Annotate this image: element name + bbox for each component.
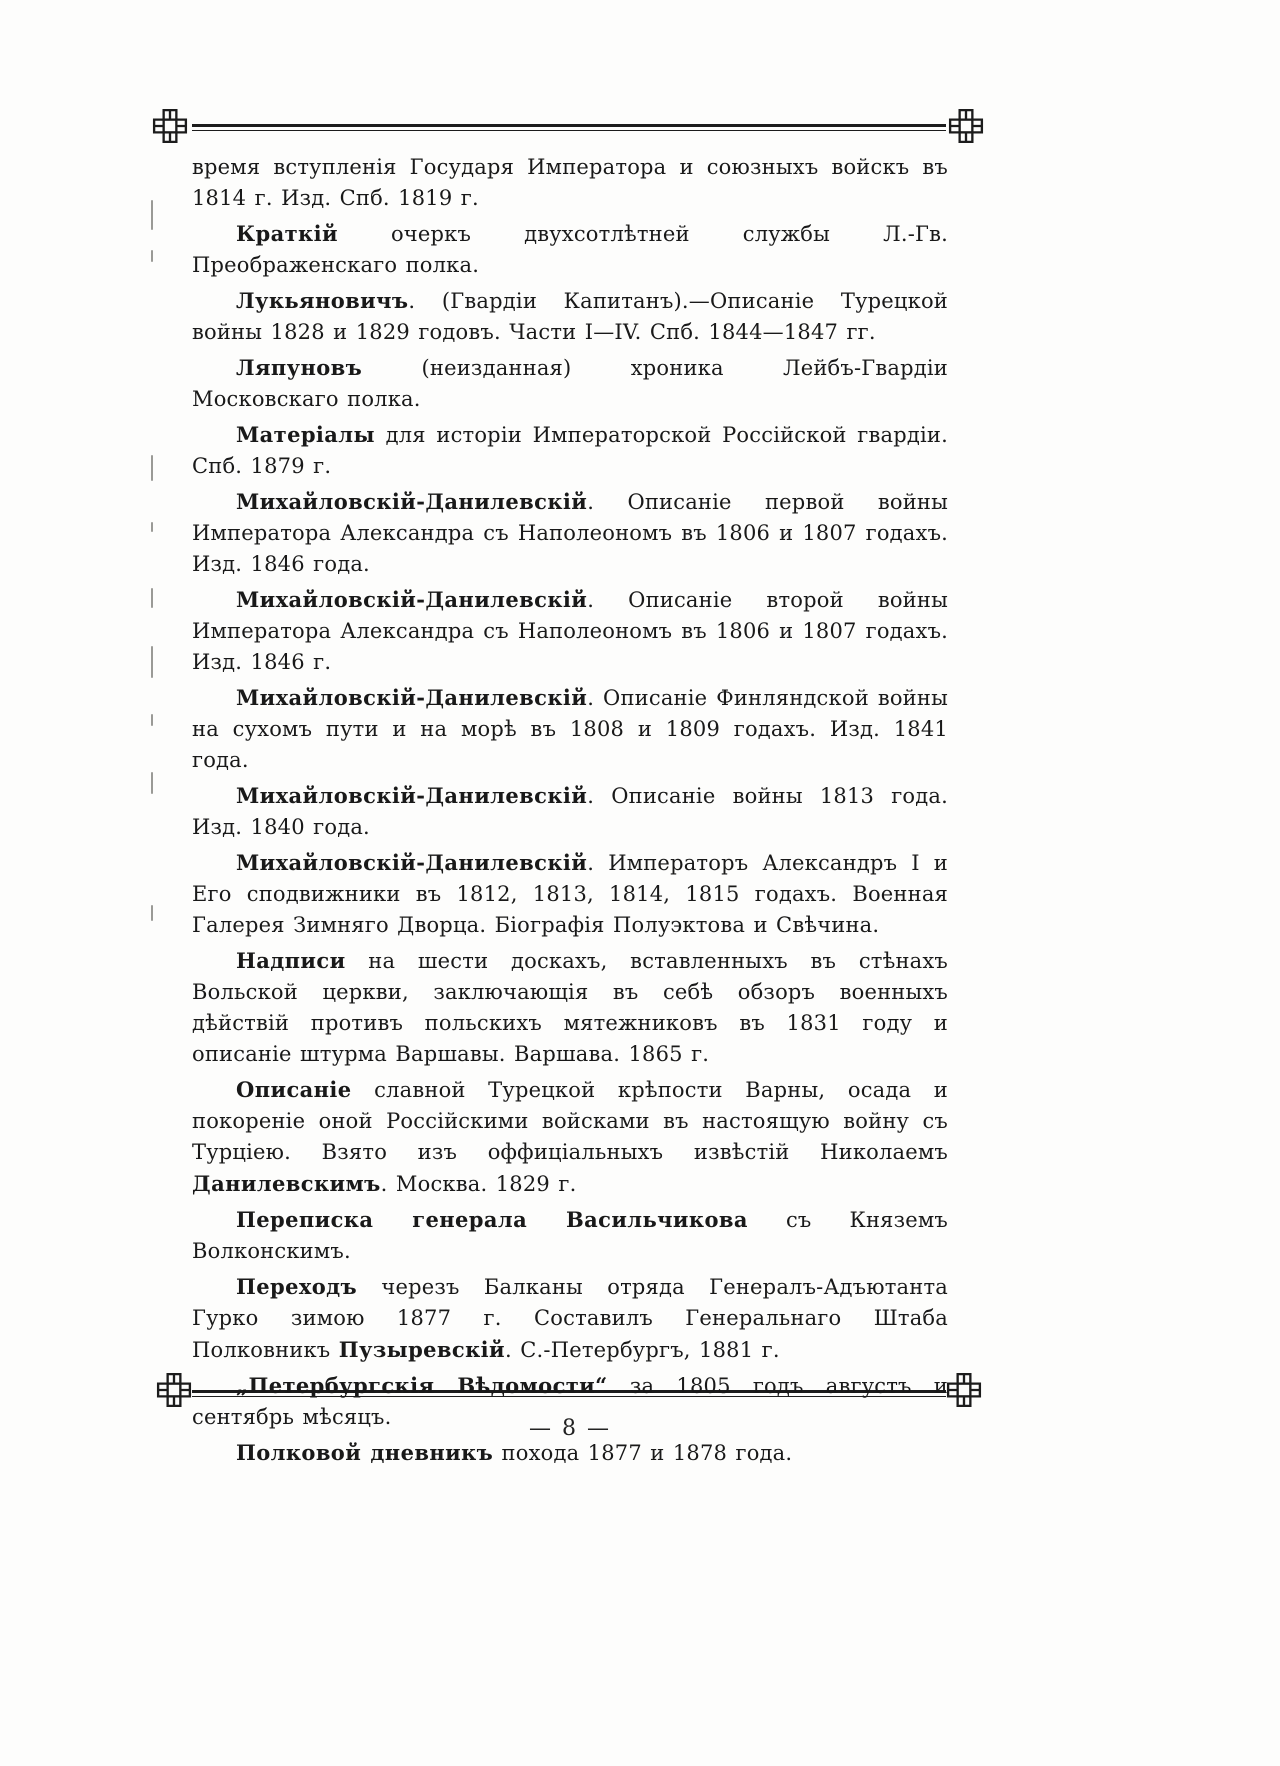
entry-lead-text: Пузыревскій: [338, 1337, 506, 1362]
bibliography-entry: [192, 218, 948, 281]
entry-lead-text: Переходъ: [236, 1274, 358, 1299]
bibliography-entry: [192, 152, 948, 214]
corner-ornament-bottom-left: [156, 1372, 192, 1408]
bibliography-entry: [192, 945, 948, 1070]
bibliography-entry: [192, 419, 948, 482]
scan-artifact: [151, 714, 153, 726]
corner-ornament-bottom-right: [946, 1372, 982, 1408]
bibliography-text-block: [192, 152, 948, 1473]
entry-lead-text: „Петербургскія Вѣдомости“: [236, 1373, 608, 1398]
fret-cross-ornament-icon: [946, 1372, 982, 1408]
bibliography-entry: [192, 1204, 948, 1267]
entry-lead-text: Полковой дневникъ: [236, 1440, 494, 1465]
fret-cross-ornament-icon: [156, 1372, 192, 1408]
corner-ornament-top-left: [152, 108, 188, 144]
entry-lead-text: Матеріалы: [236, 422, 375, 447]
entry-text: . Описаніе второй войны Императора Александра съ Наполеономъ въ 1806 и 1807 годахъ. Изд. 1846 г.: [192, 588, 948, 674]
bibliography-entry: [192, 682, 948, 776]
scan-artifact: [151, 772, 153, 794]
entry-text: . Описаніе первой войны Императора Александра съ Наполеономъ въ 1806 и 1807 годахъ. Изд. 1846 года.: [192, 490, 948, 576]
entry-text: время вступленія Государя Императора и союзныхъ войскъ въ 1814 г. Изд. Спб. 1819 г.: [192, 155, 948, 210]
bibliography-entry: [192, 285, 948, 348]
entry-text: очеркъ двухсотлѣтней службы Л.-Гв. Преображенскаго полка.: [192, 222, 948, 277]
entry-lead-text: Ляпуновъ: [236, 355, 363, 380]
entry-text: черезъ Балканы отряда Генералъ-Адъютанта Гурко зимою 1877 г. Составилъ Генеральнаго Штаба Полковникъ: [192, 1275, 948, 1362]
entry-lead-text: Переписка генерала Васильчикова: [236, 1207, 748, 1232]
bibliography-entry: [192, 1074, 948, 1200]
scan-artifact: [151, 588, 153, 608]
scan-artifact: [151, 455, 153, 481]
scan-artifact: [151, 250, 153, 262]
entry-text: . Описаніе Финляндской войны на сухомъ пути и на морѣ въ 1808 и 1809 годахъ. Изд. 1841 года.: [192, 686, 948, 772]
entry-lead-text: Описаніе: [236, 1077, 352, 1102]
entry-lead-text: Данилевскимъ: [192, 1171, 381, 1196]
bibliography-entry: [192, 486, 948, 580]
bibliography-entry: [192, 780, 948, 843]
fret-cross-ornament-icon: [948, 108, 984, 144]
entry-text: . Москва. 1829 г.: [380, 1172, 577, 1196]
entry-text: славной Турецкой крѣпости Варны, осада и покореніе оной Россійскими войсками въ настоящую войну съ Турціею. Взято изъ оффиціальныхъ извѣстій Николаемъ: [192, 1078, 948, 1164]
entry-lead-text: Надписи: [236, 948, 346, 973]
entry-text: . Описаніе войны 1813 года. Изд. 1840 года.: [192, 784, 948, 839]
entry-lead-text: Михайловскій-Данилевскій: [236, 783, 588, 808]
scan-artifact: [151, 522, 153, 532]
entry-lead-text: Лукьяновичъ: [236, 288, 409, 313]
scan-artifact: [151, 646, 153, 678]
bibliography-entry: [192, 1271, 948, 1366]
entry-text: съ Княземъ Волконскимъ.: [192, 1208, 948, 1263]
entry-text: . Императоръ Александръ I и Его сподвижники въ 1812, 1813, 1814, 1815 годахъ. Военная Галерея Зимняго Дворца. Біографія Полуэктова и Свѣчина.: [192, 851, 948, 937]
fret-cross-ornament-icon: [152, 108, 188, 144]
bibliography-entry: [192, 847, 948, 941]
scan-artifact: [151, 905, 153, 921]
corner-ornament-top-right: [948, 108, 984, 144]
page-number: — 8 —: [529, 1416, 611, 1441]
entry-lead-text: Михайловскій-Данилевскій: [236, 587, 588, 612]
entry-lead-text: Краткій: [236, 221, 338, 246]
entry-text: за 1805 годъ августъ и сентябрь мѣсяцъ.: [192, 1374, 948, 1429]
entry-lead-text: Михайловскій-Данилевскій: [236, 685, 588, 710]
entry-lead-text: Михайловскій-Данилевскій: [236, 850, 588, 875]
scan-artifact: [151, 200, 153, 230]
bibliography-entry: [192, 352, 948, 415]
entry-text: (неизданная) хроника Лейбъ-Гвардіи Московскаго полка.: [192, 356, 948, 411]
bibliography-entry: [192, 584, 948, 678]
top-rule: [192, 124, 946, 131]
entry-text: похода 1877 и 1878 года.: [493, 1441, 793, 1465]
bibliography-entry: [192, 1437, 948, 1469]
entry-text: на шести доскахъ, вставленныхъ въ стѣнахъ Вольской церкви, заключающія въ себѣ обзоръ военныхъ дѣйствій противъ польскихъ мятежниковъ въ 1831 году и описаніе штурма Варшавы. Варшава. 1865 г.: [192, 949, 948, 1066]
entry-text: . (Гвардіи Капитанъ).—Описаніе Турецкой войны 1828 и 1829 годовъ. Части I—IV. Спб. 1844—1847 гг.: [192, 289, 948, 344]
entry-text: . С.-Петербургъ, 1881 г.: [505, 1338, 780, 1362]
entry-text: для исторіи Императорской Россійской гвардіи. Спб. 1879 г.: [192, 423, 948, 478]
entry-lead-text: Михайловскій-Данилевскій: [236, 489, 588, 514]
